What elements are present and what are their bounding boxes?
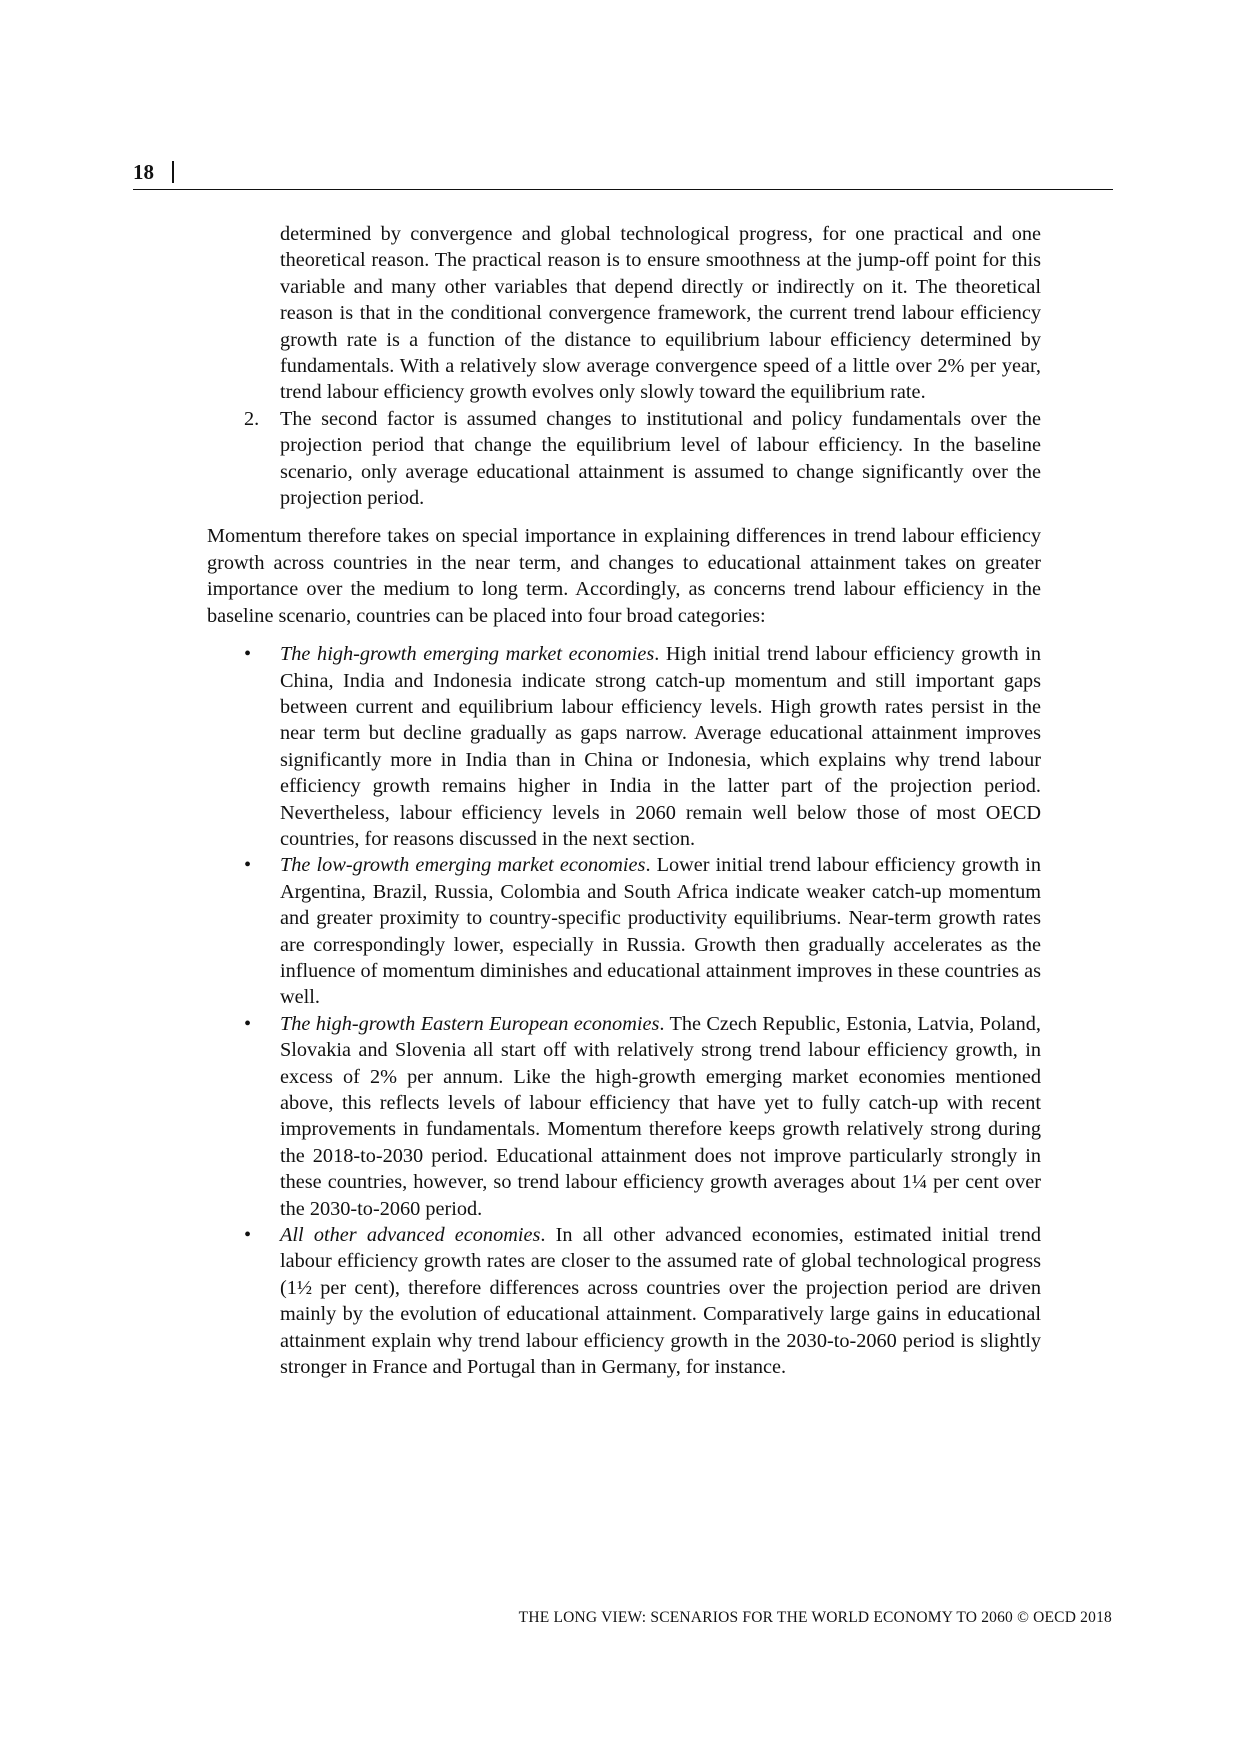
bullet-icon: • bbox=[244, 854, 252, 877]
bullet-item-title: The low-growth emerging market economies bbox=[280, 854, 646, 877]
numbered-list bbox=[207, 406, 1041, 512]
bullet-item-text: . High initial trend labour efficiency growth in China, India and Indonesia indicate strong catch-up momentum and still important gaps between current and equilibrium labour efficiency levels. High growth rates persist in the near term but decline gradually as gaps narrow. Average educational attainment improves significantly more in India than in China or Indonesia, which explains why trend labour efficiency growth remains higher in India in the latter part of the projection period. Nevertheless, labour efficiency levels in 2060 remain well below those of most OECD countries, for reasons discussed in the next section. bbox=[280, 643, 1041, 850]
main-content bbox=[207, 221, 1041, 1380]
header-separator bbox=[172, 161, 174, 183]
bullet-icon: • bbox=[244, 1224, 252, 1247]
bullet-item bbox=[207, 641, 1041, 852]
page-number: 18 bbox=[133, 160, 154, 184]
bullet-item bbox=[207, 852, 1041, 1010]
page-footer: THE LONG VIEW: SCENARIOS FOR THE WORLD ECONOMY TO 2060 © OECD 2018 bbox=[518, 1609, 1112, 1626]
body-paragraph: Momentum therefore takes on special importance in explaining differences in trend labour efficiency growth across countries in the near term, and changes to educational attainment takes on greater importance over the medium to long term. Accordingly, as concerns trend labour efficiency in the baseline scenario, countries can be placed into four broad categories: bbox=[207, 525, 1041, 627]
bullet-item-text: . Lower initial trend labour efficiency growth in Argentina, Brazil, Russia, Colombia and South Africa indicate weaker catch-up momentum and greater proximity to country-specific productivity equilibriums. Near-term growth rates are correspondingly lower, especially in Russia. Growth then gradually accelerates as the influence of momentum diminishes and educational attainment improves in these countries as well. bbox=[280, 854, 1041, 1009]
bullet-item bbox=[207, 1222, 1041, 1380]
bullet-icon: • bbox=[244, 1012, 252, 1035]
bullet-item-text: . The Czech Republic, Estonia, Latvia, Poland, Slovakia and Slovenia all start off with relatively strong trend labour efficiency growth, in excess of 2% per annum. Like the high-growth emerging market economies mentioned above, this reflects levels of labour efficiency that have yet to fully catch-up with recent improvements in fundamentals. Momentum therefore keeps growth relatively strong during the 2018-to-2030 period. Educational attainment does not improve particularly strongly in these countries, however, so trend labour efficiency growth averages about 1¼ per cent over the 2030-to-2060 period. bbox=[280, 1012, 1041, 1220]
bullet-item-title: All other advanced economies bbox=[280, 1224, 541, 1247]
header-rule bbox=[133, 189, 1113, 190]
bullet-item-title: The high-growth emerging market economies bbox=[280, 643, 655, 666]
page-header bbox=[133, 160, 1113, 190]
bullet-item-title: The high-growth Eastern European economies bbox=[280, 1012, 660, 1035]
list-number: 2. bbox=[244, 407, 260, 430]
bullet-icon: • bbox=[244, 643, 252, 666]
numbered-list-item bbox=[207, 406, 1041, 512]
category-bullet-list bbox=[207, 641, 1041, 1380]
list-item-text: The second factor is assumed changes to institutional and policy fundamentals over the projection period that change the equilibrium level of labour efficiency. In the baseline scenario, only average educational attainment is assumed to change significantly over the projection period. bbox=[280, 407, 1041, 510]
bullet-item-text: . In all other advanced economies, estimated initial trend labour efficiency growth rates are closer to the assumed rate of global technological progress (1½ per cent), therefore differences across countries over the projection period are driven mainly by the evolution of educational attainment. Comparatively large gains in educational attainment explain why trend labour efficiency growth in the 2030-to-2060 period is slightly stronger in France and Portugal than in Germany, for instance. bbox=[280, 1224, 1041, 1379]
bullet-item bbox=[207, 1011, 1041, 1222]
numbered-item-continuation: determined by convergence and global technological progress, for one practical and one theoretical reason. The practical reason is to ensure smoothness at the jump-off point for this variable and many other variables that depend directly or indirectly on it. The theoretical reason is that in the conditional convergence framework, the current trend labour efficiency growth rate is a function of the distance to equilibrium labour efficiency determined by fundamentals. With a relatively slow average convergence speed of a little over 2% per year, trend labour efficiency growth evolves only slowly toward the equilibrium rate. bbox=[280, 223, 1041, 404]
